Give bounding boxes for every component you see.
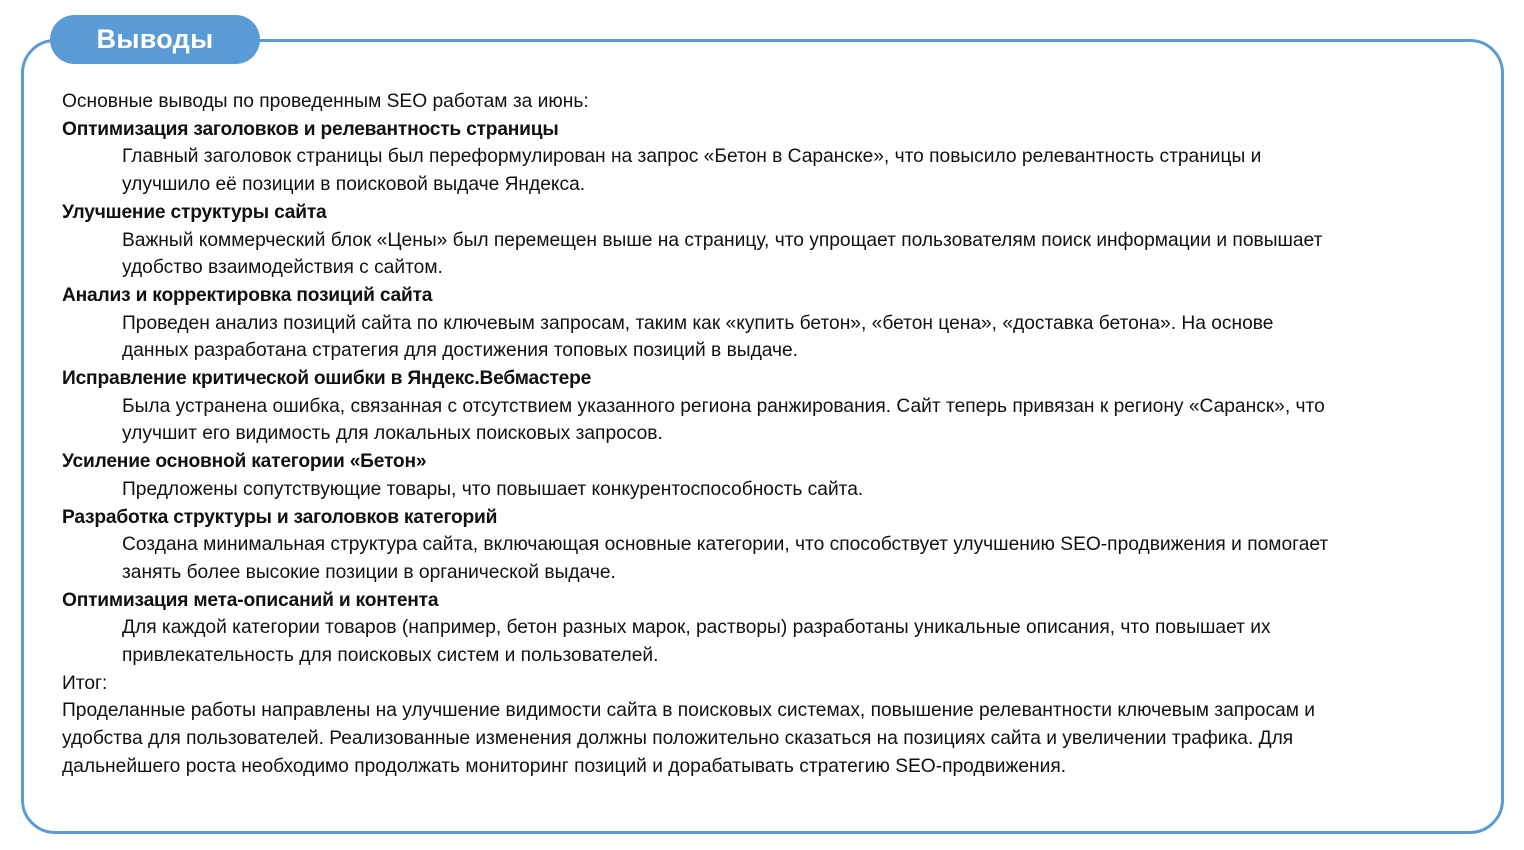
description-line: Для каждой категории товаров (например, бетон разных марок, растворы) разработаны уникальные описания, что повышает их	[122, 617, 1271, 639]
description-line: Проведен анализ позиций сайта по ключевым запросам, таким как «купить бетон», «бетон цена», «доставка бетона». На основе	[122, 312, 1274, 334]
description-line: улучшило её позиции в поисковой выдаче Яндекса.	[122, 174, 586, 196]
section-description	[62, 531, 1482, 586]
section-heading: Улучшение структуры сайта	[62, 201, 327, 223]
section-title-badge	[50, 15, 260, 64]
summary-line: дальнейшего роста необходимо продолжать мониторинг позиций и дорабатывать стратегию SEO-продвижения.	[62, 755, 1067, 777]
conclusion-section-1	[62, 116, 1482, 199]
conclusion-section-2	[62, 199, 1482, 282]
section-description	[62, 614, 1482, 669]
section-description	[62, 476, 1482, 504]
summary-block	[62, 670, 1482, 781]
description-line: занять более высокие позиции в органической выдаче.	[122, 561, 616, 583]
description-line: Создана минимальная структура сайта, включающая основные категории, что способствует улучшению SEO-продвижения и помогает	[122, 534, 1329, 556]
description-line: удобство взаимодействия с сайтом.	[122, 257, 443, 279]
description-line: Главный заголовок страницы был переформулирован на запрос «Бетон в Саранске», что повысило релевантность страницы и	[122, 146, 1262, 168]
page-title: Выводы	[96, 24, 214, 54]
conclusion-section-6	[62, 504, 1482, 587]
description-line: Предложены сопутствующие товары, что повышает конкурентоспособность сайта.	[122, 478, 864, 500]
description-line: улучшит его видимость для локальных поисковых запросов.	[122, 423, 663, 445]
description-line: Важный коммерческий блок «Цены» был перемещен выше на страницу, что упрощает пользователям поиск информации и повышает	[122, 229, 1323, 251]
section-heading: Усиление основной категории «Бетон»	[62, 451, 427, 473]
section-heading: Анализ и корректировка позиций сайта	[62, 284, 433, 306]
summary-line: удобства для пользователей. Реализованные изменения должны положительно сказаться на позициях сайта и увеличении трафика. Для	[62, 728, 1294, 750]
intro-text: Основные выводы по проведенным SEO работам за июнь:	[62, 91, 589, 112]
summary-label: Итог:	[62, 672, 108, 694]
description-line: данных разработана стратегия для достижения топовых позиций в выдаче.	[122, 340, 799, 362]
section-description	[62, 227, 1482, 282]
conclusion-section-5	[62, 448, 1482, 503]
section-heading: Оптимизация заголовков и релевантность страницы	[62, 118, 559, 140]
conclusion-section-4	[62, 365, 1482, 448]
section-description	[62, 310, 1482, 365]
description-line: Была устранена ошибка, связанная с отсутствием указанного региона ранжирования. Сайт теперь привязан к региону «Саранск», что	[122, 395, 1325, 417]
section-description	[62, 393, 1482, 448]
description-line: привлекательность для поисковых систем и пользователей.	[122, 645, 659, 667]
section-heading: Разработка структуры и заголовков категорий	[62, 506, 498, 528]
conclusions-content	[62, 88, 1482, 781]
conclusion-section-7	[62, 587, 1482, 670]
conclusion-section-3	[62, 282, 1482, 365]
section-heading: Исправление критической ошибки в Яндекс.Вебмастере	[62, 368, 592, 390]
summary-line: Проделанные работы направлены на улучшение видимости сайта в поисковых системах, повышение релевантности ключевым запросам и	[62, 700, 1315, 722]
section-heading: Оптимизация мета-описаний и контента	[62, 589, 439, 611]
section-description	[62, 143, 1482, 198]
